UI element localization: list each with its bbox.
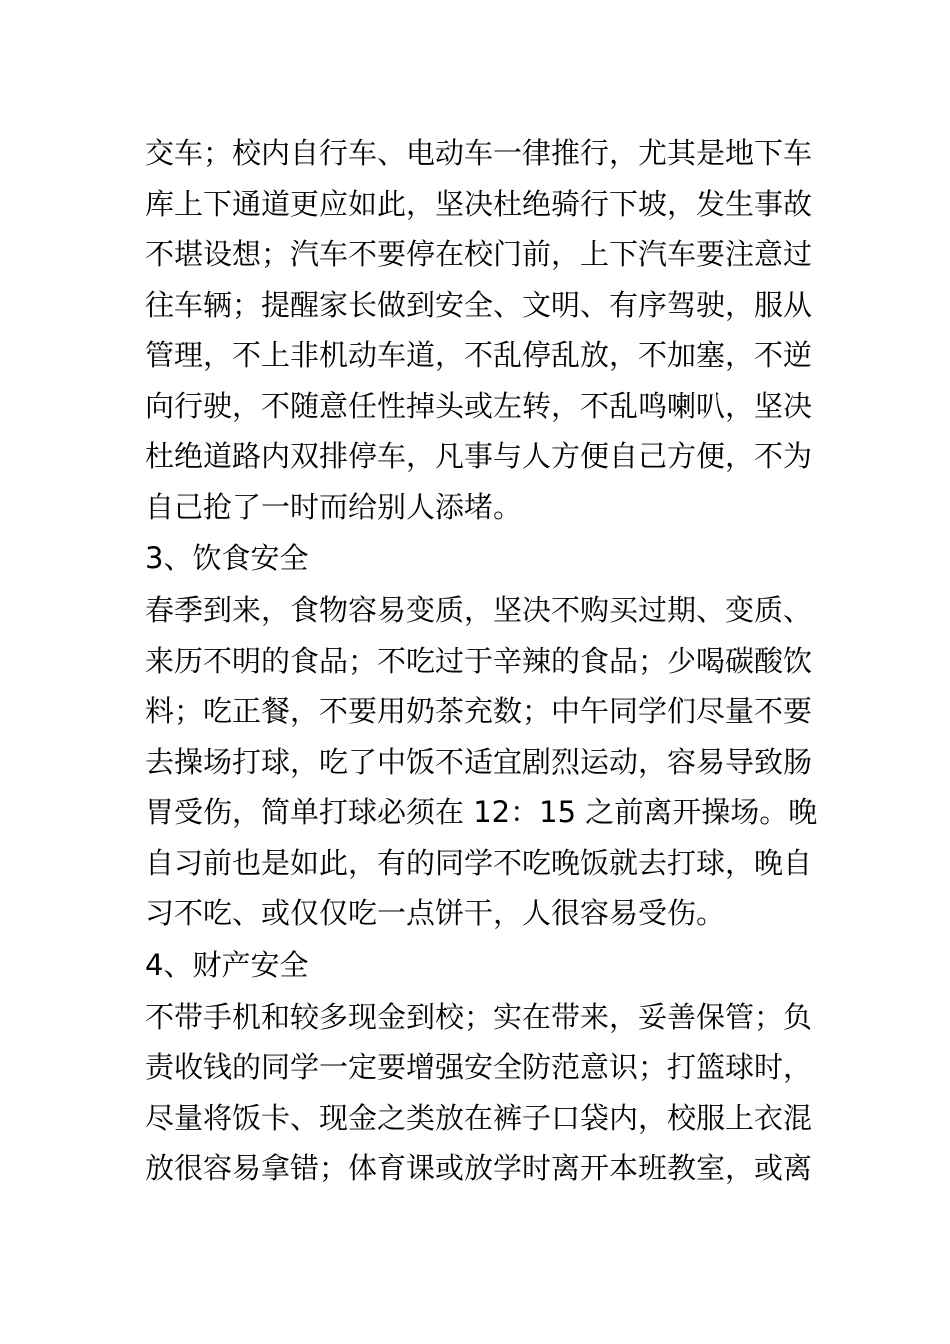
paragraph-line: 尽量将饭卡、现金之类放在裤子口袋内，校服上衣混	[145, 1100, 813, 1135]
paragraph-line: 交车；校内自行车、电动车一律推行，尤其是地下车	[145, 136, 813, 170]
paragraph-property-safety	[145, 992, 813, 1194]
paragraph-line: 杜绝道路内双排停车，凡事与人方便自己方便，不为	[145, 439, 813, 473]
paragraph-line: 向行驶，不随意任性掉头或左转，不乱鸣喇叭，坚决	[145, 388, 813, 423]
paragraph-line: 责收钱的同学一定要增强安全防范意识；打篮球时，	[145, 1050, 813, 1084]
paragraph-line: 去操场打球，吃了中饭不适宜剧烈运动，容易导致肠	[145, 744, 813, 779]
paragraph-line: 不堪设想；汽车不要停在校门前，上下汽车要注意过	[145, 237, 813, 271]
paragraph-line: 自己抢了一时而给别人添堵。	[145, 489, 523, 524]
paragraph-line: 管理，不上非机动车道，不乱停乱放，不加塞，不逆	[145, 338, 813, 372]
section-heading-food-safety: 3、饮食安全	[145, 541, 309, 575]
paragraph-line: 习不吃、或仅仅吃一点饼干，人很容易受伤。	[145, 896, 726, 930]
section-heading-property-safety: 4、财产安全	[145, 947, 309, 982]
paragraph-line: 库上下通道更应如此，坚决杜绝骑行下坡，发生事故	[145, 186, 813, 221]
document-body	[145, 128, 818, 1194]
paragraph-line: 放很容易拿错；体育课或放学时离开本班教室，或离	[145, 1151, 813, 1185]
paragraph-food-safety	[145, 585, 818, 939]
paragraph-traffic-safety	[145, 128, 813, 532]
paragraph-line: 来历不明的食品；不吃过于辛辣的食品；少喝碳酸饮	[145, 643, 813, 678]
paragraph-line: 胃受伤，简单打球必须在 12：15 之前离开操场。晚	[145, 795, 818, 829]
paragraph-line: 料；吃正餐，不要用奶茶充数；中午同学们尽量不要	[145, 694, 813, 728]
paragraph-line: 不带手机和较多现金到校；实在带来，妥善保管；负	[145, 999, 813, 1034]
paragraph-line: 自习前也是如此，有的同学不吃晚饭就去打球，晚自	[145, 845, 813, 880]
paragraph-line: 往车辆；提醒家长做到安全、文明、有序驾驶，服从	[145, 287, 813, 322]
paragraph-line: 春季到来，食物容易变质，坚决不购买过期、变质、	[145, 593, 813, 627]
